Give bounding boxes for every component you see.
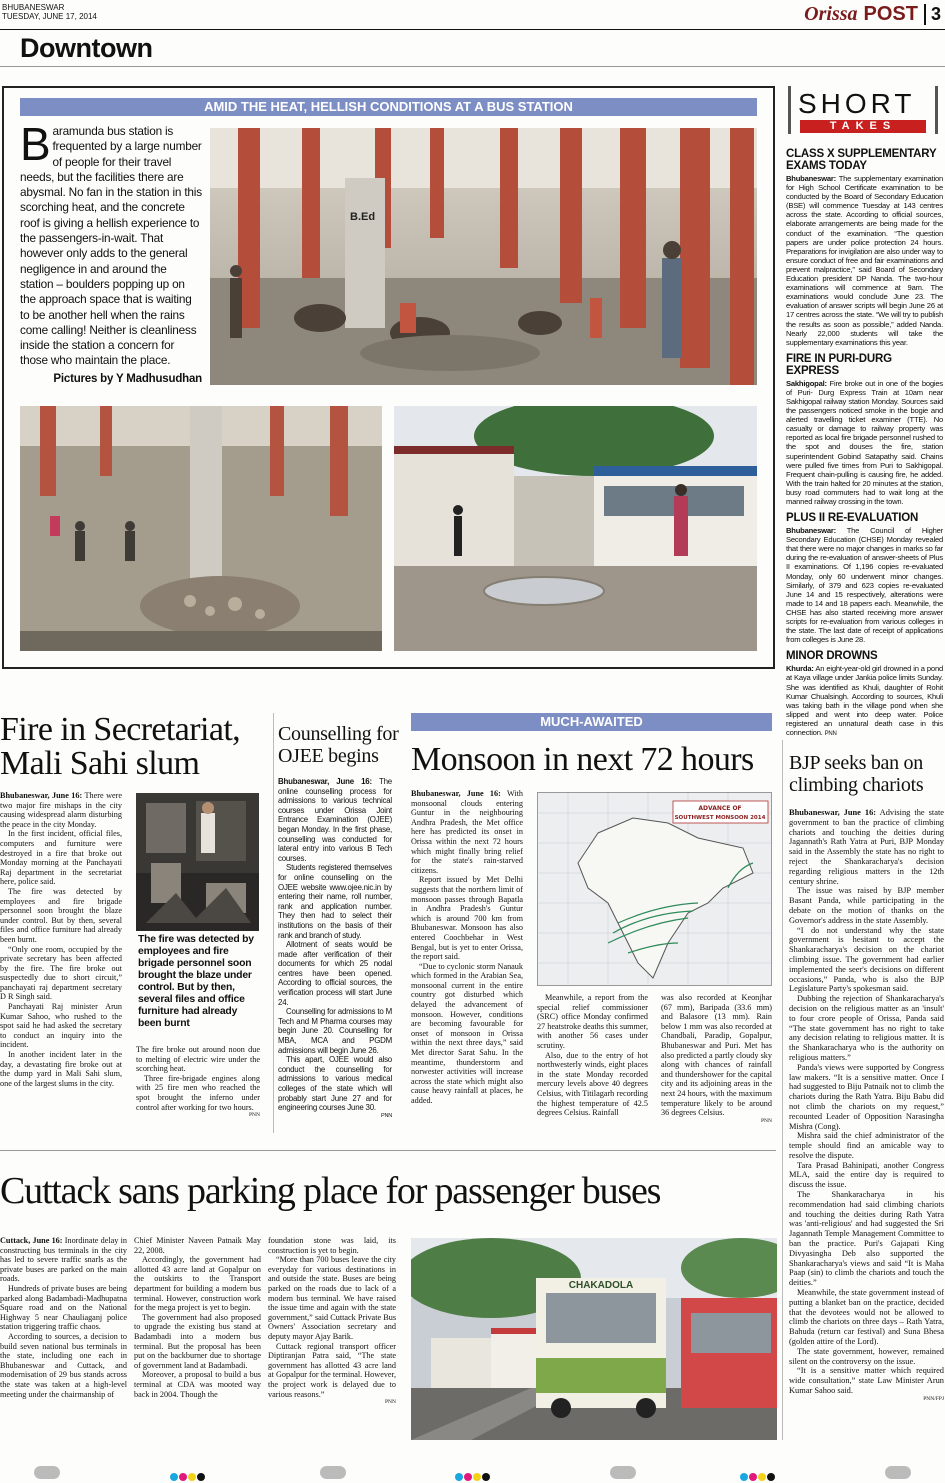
- bus-station-lead: aramunda bus station is frequented by a large number of people for their travel: [52, 124, 202, 169]
- masthead-brand: [804, 3, 941, 26]
- reg-oval: [610, 1466, 636, 1479]
- bus-station-feature: [2, 86, 775, 669]
- photo-fire: [136, 793, 259, 931]
- svg-text:CHAKADOLA: CHAKADOLA: [568, 1280, 634, 1291]
- short-item-title: FIRE IN PURI-DURG EXPRESS: [786, 352, 892, 377]
- color-bar: [170, 1468, 206, 1483]
- fire-headline: Fire in Secretariat, Mali Sahi slum: [0, 711, 241, 782]
- monsoon-map: [537, 792, 772, 986]
- color-bar: [740, 1468, 776, 1483]
- color-bar: [455, 1468, 491, 1483]
- masthead-date: TUESDAY, JUNE 17, 2014: [2, 12, 97, 21]
- page-number: 3: [924, 4, 941, 25]
- monsoon-body-col3: was also recorded at Keonjhar (67 mm), Baripada (33.6 mm) and Balasore (13 mm). Rain below 1 mm was also recorded at Chandbali, Paradip, Gopalpur, Bhubaneswar and Puri. Met has also predicted a partly cloudy sky along with chances of rainfall and thundershower for the capital city and its adjoining areas in the next 24 hours, with the maximum temperature likely to be around 36 degrees Celsius. PNN: [661, 993, 772, 1124]
- photo-credit: Pictures by Y Madhusudhan: [53, 372, 202, 385]
- brand-orissa: Orissa: [804, 3, 858, 25]
- short-takes-title: SHORT: [798, 88, 916, 119]
- masthead-rule: [0, 29, 945, 30]
- masthead-city: BHUBANESWAR: [2, 3, 65, 12]
- section-rule: [0, 66, 945, 67]
- fire-pull-quote: The fire was detected by employees and fire brigade personnel soon brought the blaze under control. But by then, several files and office furniture had already been burnt: [138, 934, 254, 1029]
- short-item-title: CLASS X SUPPLEMENTARY EXAMS TODAY: [786, 148, 937, 172]
- short-item-body: Bhubaneswar: The Council of Higher Secondary Education (CHSE) Monday revealed that there were no major changes in marks so far during the re-evaluation of answer-sheets of Plus II examinations. Of 1,196 copies re-evaluated Monday, only 60 underwent minor changes. Similarly, of 379 and 623 copies re-evaluated June 14 and 15 respectively, alterations were made to 14 and 18 papers each. Meanwhile, the CHSE has also started receiving more answer scripts for re-evaluation from various colleges in the state. The last date of receipt of applications from colleges is June 28.: [786, 526, 943, 645]
- section-title: Downtown: [20, 33, 153, 63]
- cuttack-body-col1: Cuttack, June 16: Inordinate delay in constructing bus terminals in the city has led to severe traffic snarls as the private buses are parked on the main roads. Hundreds of private buses are being parked along Badambadi-Madhupatna Square road and on the National Highway 5 near Chauliaganj police station triggering traffic chaos. According to sources, a decision to build seven national bus terminals in the state, including one each in Bhubaneswar and Cuttack, and modernisation of 29 bus stands across the state was taken at a high-level meeting under the chairmanship of: [0, 1236, 127, 1399]
- dropcap: B: [20, 118, 51, 170]
- short-item-body: Khurda: An eight-year-old girl drowned in a pond at Kaya village under Jankia police limits Sunday. She was identified as Khuli, daughter of Rohit Kumar Chualsingh. According to sources, Khuli was taking bath in the village pond when she slipped and went into deep water. Police registered an unnatural death case in this connection. PNN: [786, 664, 943, 737]
- story-divider: [0, 1150, 776, 1151]
- column-divider: [273, 713, 274, 1133]
- svg-text:ADVANCE OF: ADVANCE OF: [698, 805, 742, 812]
- fire-body-col2: The fire broke out around noon due to melting of electric wire under the scorching heat. Three fire-brigade engines along with 25 fire men who reached the spot brought the inferno under control after working for two hours. PNN: [136, 1045, 260, 1119]
- reg-oval: [320, 1466, 346, 1479]
- short-item-title: MINOR DROWNS: [786, 650, 878, 663]
- cuttack-body-col2: Chief Minister Naveen Patnaik May 22, 2008. Accordingly, the government had allotted 43 acre land at Gopalpur on the outskirts to the Transport department for building a modern bus terminal. However, construction work for the mega project is yet to begin. The government had also proposed to upgrade the existing bus stand at Badambadi into a modern bus terminal. But the proposal has been put on the backburner due to shortage of government land at Badambadi. Moreover, a proposal to build a bus terminal at CDA was mooted way back in 2004. Though the: [134, 1236, 261, 1399]
- photo-sign-text: B.Ed: [350, 211, 376, 223]
- reg-oval: [34, 1466, 60, 1479]
- short-takes-logo: [786, 86, 943, 142]
- short-takes-subtitle: TAKES: [800, 120, 926, 133]
- monsoon-banner: MUCH-AWAITED: [411, 713, 772, 731]
- cuttack-body-col3: foundation stone was laid, its construction is yet to begin. “More than 700 buses leave the city everyday for various destinations in and outside the state. Buses are being parked on the roads due to lack of a modern bus terminal. We have raised the issue time and again with the state government,” said Cuttack Private Bus Owners' Association secretary and deputy mayor Ajay Barik. Cuttack regional transport officer Diptiranjan Patra said, “The state government has allotted 43 acre land at Gopalpur for the terminal. However, the project work is delayed due to various reasons.” PNN: [268, 1236, 396, 1406]
- photo-station-debris: [20, 406, 382, 651]
- brand-post: POST: [863, 3, 918, 25]
- short-item-body: Bhubaneswar: The supplementary examination for High School Certificate examination to be conducted by the Board of Secondary Education (BSE) will commence Tuesday at 143 centres across the state. According to official sources, elaborate arrangements are being made for the conduct of the examination. “The question papers are under police protection 24 hours. Preparations for invigilation are also under way to ensure conduct of free and fair examinations and prevent malpractice,” said Board of Secondary Education president DP Nanda. The two-hour examinations will commence at 9am. The examinations would conclude June 23. The evaluation of answer scripts will begin June 26 at 17 centres across the state. “We will try to publish the results as soon as possible,” added Nanda. Nearly 22,000 students will take the supplementary examinations this year.: [786, 174, 943, 347]
- bus-station-banner: AMID THE HEAT, HELLISH CONDITIONS AT A BUS STATION: [20, 98, 757, 116]
- masthead-dateline: [2, 3, 97, 21]
- svg-text:SOUTHWEST MONSOON 2014: SOUTHWEST MONSOON 2014: [674, 815, 766, 821]
- cuttack-headline: Cuttack sans parking place for passenger buses: [0, 1170, 661, 1212]
- bus-station-text: [20, 118, 202, 394]
- bjp-headline: BJP seeks ban on climbing chariots: [789, 752, 924, 796]
- monsoon-body-col1: Bhubaneswar, June 16: With monsoonal clouds entering Guntur in the neighbouring Andhra Pradesh, the Met office here has predicted its onset in Orissa within the next 72 hours which might finally bring relief for the state's rain-starved citizens. Report issued by Met Delhi suggests that the northern limit of monsoon passes through Bapatla in Andhra Pradesh's Guntur which is around 700 km from Bhubaneswar. Monsoon has also entered Coochbehar in West Bengal, but is yet to enter Orissa, the report said. “Due to cyclonic storm Nanauk which formed in the Arabian Sea, monsoonal current in the entire country got disturbed which delayed the advancement of monsoon. However, conditions are becoming favourable for onset of monsoon in Orissa within the next three days,” said Met director Sarat Sahu. In the meantime, thunderstorm and norwester activities will increase across the state which might also cause heavy rainfall at places, he added.: [411, 789, 523, 1105]
- photo-station-interior: [210, 128, 757, 385]
- reg-oval: [885, 1466, 911, 1479]
- ojee-headline: Counselling for OJEE begins: [278, 723, 399, 767]
- monsoon-body-col2: Meanwhile, a report from the special relief commissioner (SRC) office Monday confirmed 27 heatstroke deaths this summer, with another 56 cases under scrutiny. Also, due to the entry of hot northwesterly winds, eight places in the state Monday recorded mercury levels above 40 degrees Celsius, with Titilagarh recording the highest temperature of 42.5 degrees Celsius. Rainfall: [537, 993, 648, 1118]
- photo-parked-buses: [411, 1238, 777, 1440]
- monsoon-headline: Monsoon in next 72 hours: [411, 741, 754, 778]
- short-item-title: PLUS II RE-EVALUATION: [786, 512, 919, 525]
- registration-marks: [0, 1462, 945, 1483]
- short-takes-column: [786, 86, 943, 737]
- fire-body-col1: Bhubaneswar, June 16: There were two major fire mishaps in the city causing widespread alarm disturbing the peace in the city Monday. In the first incident, official files, computers and furniture were destroyed in a fire that broke out Monday morning at the Panchayati Raj department in the secretariat here, police said. The fire was detected by employees and fire brigade personnel soon brought the blaze under control. But by then, several files and office furniture had already been burnt. “Only one room, occupied by the private secretary has been affected by the fire. The fire broke out suspectedly due to short circuit,” panchayati raj department secretary D R Singh said. Panchayati Raj minister Arun Kumar Sahoo, who rushed to the spot said he had asked the secretary to conduct an inquiry into the incident. In another incident later in the day, a devastating fire broke out at the dump yard in Mali Sahi slum, one of the largest slums in the city.: [0, 791, 122, 1088]
- bjp-body: Bhubaneswar, June 16: Advising the state government to ban the practice of climbing chariots and touching the deities during Jagannath's Rath Yatra at Puri, BJP Monday said in the Assembly the state has no right to reject the Shankaracharya's decision regarding religious matters in the 12th century shrine. The issue was raised by BJP member Basant Panda, while participating in the debate on the motion of thanks on the Governor's address in the state Assembly. “I do not understand why the state government is hesitant to accept the Shankaracharya's decision on the chariot climbing issue. The government had earlier implemented the seer's decisions on different occasions,” Panda, who is also the BJP Legislature Party's spokesman said. Dubbing the rejection of Shankaracharya's decision on the religious matter as an 'insult' to four crore people of Orissa, Panda said “The state government has no right to take any decision relating to religious matter. It is the Shankaracharya who is the authority on religious matters.” Panda's views were supported by Congress law makers. “It is a sensitive matter. Once I had suggested to Biju Patnaik not to climb the chariots during the Rath Yatra. Biju Babu did not climb the chariots on my request,” recounted Leader of Opposition Narasingha Mishra (Cong). Mishra said the chief administrator of the temple should find an amicable way to resolve the dispute. Tara Prasad Bahinipati, another Congress MLA, said the entire day is required to discuss the issue. The Shankaracharya in his recommendation had said climbing chariots and touching the deities during Rath Yatra was 'anti-religious' and had suggested the Sri Jagannath Temple Management Committee to ban the practice. Puri's Gajapati King Divyasingha Deb also supported the Shankaracharya's views and said “It is Maha Paap (sin) to climb the chariots and touch the deities.” Meanwhile, the state government instead of putting a blanket ban on the practice, decided that the devotees would not be allowed to climb the chariots on three days – Rath Yatra, Bahuda (return car festival) and Suna Bhesa (golden attire of the Lord). The state government, however, remained silent on the controversy on the issue. “It is a sensitive matter which required wide consultation,” state Law Minister Arun Kumar Sahoo said. PNN/FPJ: [789, 808, 944, 1402]
- column-divider: [782, 740, 783, 1440]
- short-item-body: Sakhigopal: Fire broke out in one of the bogies of Puri- Durg Express Train at 10am near Sakhigopal railway station Monday. Sources said the passengers noticed smoke in the bogie and alerted travelling ticket examiner (TTE). No casualty or damage to railway property was reported as local fire brigade personnel rushed to the spot and douses the fire, station superintendent Gobind Satapathy said. Chains were pulled five times from Puri to Sakhigopal. Frequent chain-pulling is causing fire, he added. With the train halted for 20 minutes at the station, busy road commuters had to wait long at the manned railway crossing in the town.: [786, 378, 943, 506]
- photo-bus-puddle: [394, 406, 757, 651]
- bus-station-body: needs, but the facilities there are abysmal. No fan in the station in this scorching heat, and the concrete roof is giving a hellish experience to the passengers-in-wait. That however only adds to the general negligence in and around the station – boulders popping up on the approach space that is waiting to be another hell when the rains come calling! Neither is cleanliness inside the station a concern for those who maintain the place.: [20, 169, 202, 368]
- ojee-body: Bhubaneswar, June 16: The online counselling process for admissions to various technical courses under Orissa Joint Entrance Examination (OJEE) began Monday. In the first phase, counselling was conducted for lateral entry into various B Tech courses. Students registered themselves for online counselling on the OJEE website www.ojee.nic.in by entering their name, roll number, rank and application number. They then had to select their institutions on the basis of their rank and branch of study. Allotment of seats would be made after verification of their documents for which 25 nodal centres have been opened. According to official sources, the verification process will start June 24. Counselling for admissions to M Tech and M Pharma courses may begin June 20. Counselling for MBA, MCA and PGDM admissions will begin June 26. This apart, OJEE would also conduct the counselling for admissions to various medical colleges of the state which will probably start June 27 and for engineering courses June 30. PNN: [278, 777, 392, 1119]
